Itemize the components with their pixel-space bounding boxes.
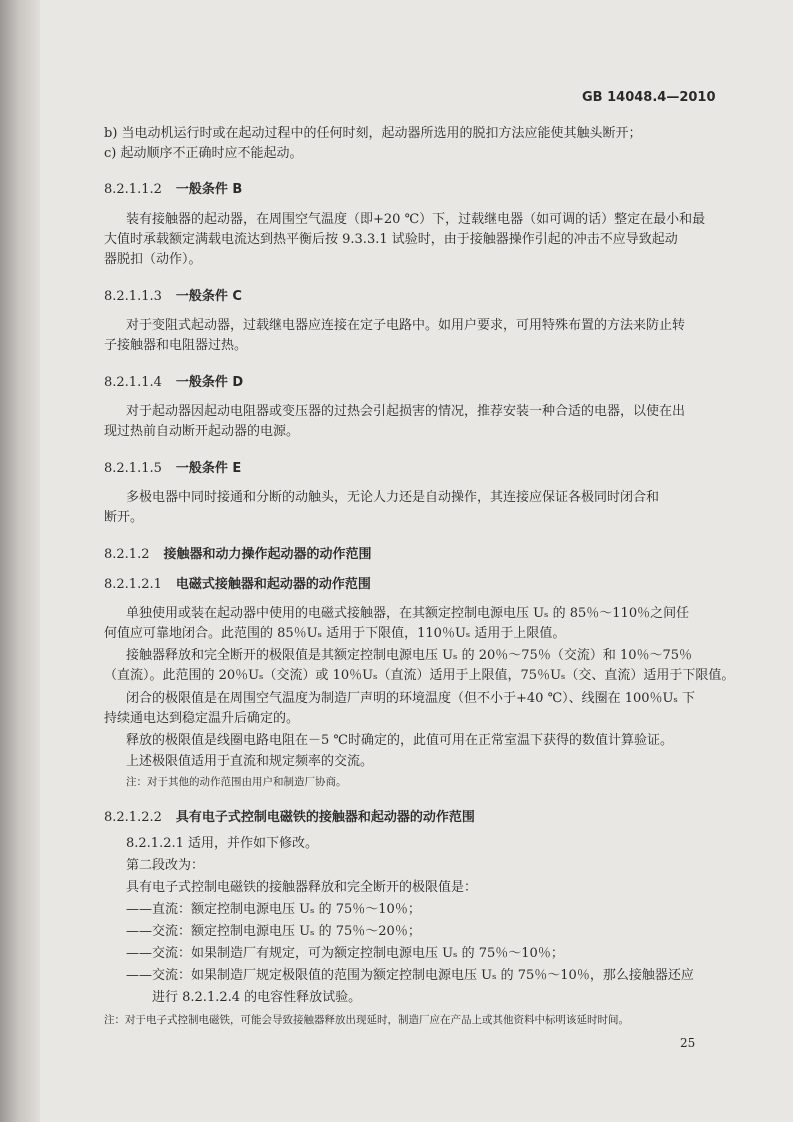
paragraph-line: 装有接触器的起动器，在周围空气温度（即+20 ℃）下，过载继电器（如可调的话）整定在最小和最 — [126, 212, 706, 227]
section-heading-8-2-1-1-4 — [104, 371, 243, 390]
section-heading-8-2-1-1-2 — [104, 178, 242, 197]
paragraph-line: 具有电子式控制电磁铁的接触器释放和完全断开的极限值是： — [126, 880, 478, 895]
book-spine-shadow — [0, 0, 40, 1122]
section-number: 8.2.1.1.4 — [104, 375, 162, 390]
page-number: 25 — [680, 1036, 696, 1050]
section-title: 一般条件 C — [175, 289, 242, 304]
dash-list-item: ——交流：如果制造厂规定极限值的范围为额定控制电源电压 Uₛ 的 75％～10％，那么接触器还应 — [126, 968, 694, 983]
section-number: 8.2.1.1.2 — [104, 182, 162, 197]
paragraph-line: 8.2.1.2.1 适用，并作如下修改。 — [126, 836, 319, 851]
section-title: 接触器和动力操作起动器的动作范围 — [163, 547, 372, 562]
section-heading-8-2-1-1-5 — [104, 457, 241, 476]
paragraph-line: 第二段改为： — [126, 858, 205, 873]
paragraph-line: 闭合的极限值是在周围空气温度为制造厂声明的环境温度（但不小于+40 ℃）、线圈在 100％Uₛ 下 — [126, 691, 696, 706]
paragraph-line: 何值应可靠地闭合。此范围的 85％Uₛ 适用于下限值，110％Uₛ 适用于上限值。 — [104, 626, 566, 641]
list-item-b: b) 当电动机运行时或在起动过程中的任何时刻，起动器所选用的脱扣方法应能使其触头断开； — [104, 126, 642, 141]
paragraph-line: 多极电器中同时接通和分断的动触头，无论人力还是自动操作，其连接应保证各极同时闭合和 — [126, 490, 660, 505]
section-title: 一般条件 E — [175, 461, 242, 476]
paragraph-line: 器脱扣（动作）。 — [104, 252, 202, 267]
section-title: 一般条件 B — [175, 182, 243, 197]
section-title: 具有电子式控制电磁铁的接触器和起动器的动作范围 — [175, 810, 475, 825]
dash-list-item: ——交流：额定控制电源电压 Uₛ 的 75％～20％； — [126, 924, 421, 939]
section-number: 8.2.1.2.2 — [104, 810, 162, 825]
section-heading-8-2-1-2 — [104, 543, 372, 562]
paragraph-line: 单独使用或装在起动器中使用的电磁式接触器，在其额定控制电源电压 Uₛ 的 85％～110％之间任 — [126, 606, 690, 621]
section-heading-8-2-1-2-2 — [104, 806, 475, 825]
dash-list-item-continuation: 进行 8.2.1.2.4 的电容性释放试验。 — [152, 990, 362, 1005]
paragraph-line: 对于变阻式起动器，过载继电器应连接在定子电路中。如用户要求，可用特殊布置的方法来防止转 — [126, 318, 686, 333]
section-number: 8.2.1.1.5 — [104, 461, 162, 476]
dash-list-item: ——交流：如果制造厂有规定，可为额定控制电源电压 Uₛ 的 75％～10％； — [126, 946, 564, 961]
paragraph-line: 上述极限值适用于直流和规定频率的交流。 — [126, 754, 374, 769]
paragraph-line: 子接触器和电阻器过热。 — [104, 338, 248, 353]
paragraph-line: 接触器释放和完全断开的极限值是其额定控制电源电压 Uₛ 的 20％～75％（交流）和 10％～75％ — [126, 648, 693, 663]
section-number: 8.2.1.1.3 — [104, 289, 162, 304]
paragraph-line: 释放的极限值是线圈电路电阻在－5 ℃时确定的，此值可用在正常室温下获得的数值计算验证。 — [126, 733, 673, 748]
paragraph-line: 对于起动器因起动电阻器或变压器的过热会引起损害的情况，推荐安装一种合适的电器，以使在出 — [126, 404, 686, 419]
dash-list-item: ——直流：额定控制电源电压 Uₛ 的 75％～10％； — [126, 902, 421, 917]
note: 注：对于电子式控制电磁铁，可能会导致接触器释放出现延时，制造厂应在产品上或其他资料中标明该延时时间。 — [104, 1014, 629, 1026]
note: 注：对于其他的动作范围由用户和制造厂协商。 — [126, 776, 347, 788]
section-heading-8-2-1-2-1 — [104, 573, 371, 592]
section-number: 8.2.1.2 — [104, 547, 150, 562]
paragraph-line: 现过热前自动断开起动器的电源。 — [104, 424, 300, 439]
paragraph-line: 大值时承载额定满载电流达到热平衡后按 9.3.3.1 试验时，由于接触器操作引起的冲击不应导致起动 — [104, 232, 678, 247]
paragraph-line: （直流）。此范围的 20％Uₛ（交流）或 10％Uₛ（直流）适用于上限值，75％Uₛ（交、直流）适用于下限值。 — [104, 668, 735, 683]
section-number: 8.2.1.2.1 — [104, 577, 162, 592]
paragraph-line: 持续通电达到稳定温升后确定的。 — [104, 711, 300, 726]
section-heading-8-2-1-1-3 — [104, 285, 242, 304]
section-title: 一般条件 D — [175, 375, 244, 390]
standard-number-header: GB 14048.4—2010 — [582, 90, 716, 105]
list-item-c: c) 起动顺序不正确时应不能起动。 — [104, 146, 303, 161]
paragraph-line: 断开。 — [104, 510, 144, 525]
section-title: 电磁式接触器和起动器的动作范围 — [175, 577, 371, 592]
